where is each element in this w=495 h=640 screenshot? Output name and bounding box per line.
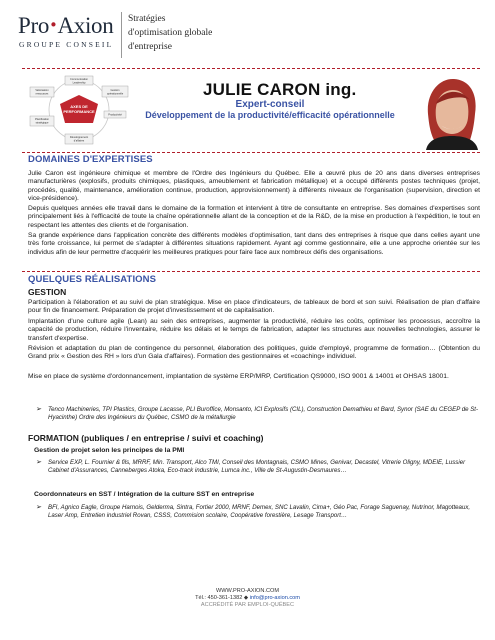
projet-clients-bullet [36, 459, 480, 474]
gestion-paragraph-2: Implantation d'une culture agile (Lean) au sein des entreprises, augmenter la productivité, réduire les coûts, optimiser les processus, accroître la capacité de production, réduire l'inventaire, réduire les délais et le temps de fabrication, adapter les structures aux nouvelles technologies, assurer le transfert d'expertise. [28, 318, 480, 342]
diagram-node-4b: d'affaires [73, 139, 85, 143]
bullet-arrow-icon: ➢ [36, 459, 42, 466]
footer-contact [0, 595, 495, 602]
profile-title: Expert-conseil [235, 99, 305, 110]
logo-axion-word: Axion [57, 13, 114, 38]
projet-clients-text: Service EXP, L. Fournier & fils, MRRF, Min. Transport, Alco TMI, Conseil des Montagnais, CSMO Mines, Genivar, Decastel, Vitrerie Oligny, MDEIE, Lussier Cabinet d'Assurances, Canneberges Atoka, Eco-track industrie, Lumca inc., Ville de St-Augustin-Desmaures… [48, 459, 466, 474]
logo-text-axion: ·Axion [49, 10, 114, 39]
section-divider-2 [22, 271, 480, 272]
bullet-arrow-icon: ➢ [36, 406, 42, 413]
diagram-node-5: Planification [35, 118, 49, 121]
projet-heading: Gestion de projet selon les principes de la PMI [34, 447, 185, 454]
sst-heading: Coordonnateurs en SST / Intégration de la culture SST en entreprise [34, 491, 255, 498]
tagline [128, 12, 212, 54]
gestion-paragraph-1: Participation à l'élaboration et au suivi de plan stratégique. Mise en place d'indicateurs, de tableaux de bord et son suivi. Réalisation de plan d'affaire pour fin de financement. Préparation de projet d'investissement et de capitalisation. [28, 299, 480, 315]
footer-accreditation: ACCRÉDITÉ PAR EMPLOI-QUÉBEC [200, 602, 295, 608]
diagram-node-2b: opérationnelle [106, 92, 124, 96]
diagram-node-2: Gestion [110, 89, 120, 92]
diagram-node-6: Valorisation [35, 89, 49, 92]
realisations-heading: QUELQUES RÉALISATIONS [28, 274, 157, 285]
diagram-node-1b: Leadership [72, 81, 86, 85]
logo-divider [121, 12, 122, 58]
bullet-arrow-icon: ➢ [36, 504, 42, 511]
footer-separator: ◆ [243, 595, 250, 601]
tagline-line-2: d'optimisation globale [128, 28, 213, 38]
logo-subtitle: GROUPE CONSEIL [19, 40, 114, 49]
diagram-center-label-2: PERFORMANCE [63, 109, 95, 114]
formation-heading: FORMATION (publiques / en entreprise / suivi et coaching) [28, 433, 264, 443]
diagram-node-4: Développement [69, 136, 89, 139]
tagline-line-3: d'entreprise [128, 42, 172, 52]
diagram-node-6b: ressources [35, 92, 49, 96]
footer-phone: Tél.: 450-361-1382 [195, 595, 243, 601]
footer-website: WWW.PRO-AXION.COM [215, 588, 280, 594]
sst-clients-text: BFI, Agnico Eagle, Groupe Harnois, Gelderma, Sintra, Fortier 2000, MRNF, Demex, SNC Lavalin, Cima+, Géo Pac, Forage Saguenay, Nutrinor, Magotteaux, Laser Amp, Entretien industriel Rovan, CSSS, Commision scolaire, Coopérative forestière, Lesage Transport… [48, 504, 471, 519]
expertises-paragraph-2: Depuis quelques années elle travail dans le domaine de la formation et intervient à titre de consultante en entreprise. Ses domaines d'expertises sont principalement liés à l'efficacité de toute la chaîne opérationnelle allant de la conception et de la R&D, de la mise en production à l'expédition, le tout en respectant les attentes des clients et de l'organisation. [28, 205, 480, 229]
expertises-heading: DOMAINES D'EXPERTISES [28, 154, 153, 165]
footer-email-link[interactable]: info@pro-axion.com [249, 595, 300, 601]
footer [0, 588, 495, 609]
diagram-center-label: AXES DE [70, 104, 88, 109]
gestion-paragraph-4: Mise en place de système d'ordonnancement, implantation de système ERP/MRP, Certification QS9000, ISO 9001 & 14001 et OHSAS 18001. [28, 373, 449, 380]
profile-subtitle: Développement de la productivité/efficacité opérationnelle [145, 110, 395, 120]
diagram-node-3: Productivité [108, 113, 122, 117]
diagram-node-5b: stratégique [35, 121, 49, 125]
section-divider-1 [22, 152, 480, 153]
gestion-heading: GESTION [28, 287, 67, 297]
tagline-line-1: Stratégies [128, 14, 166, 24]
gestion-clients-text: Tenco Machineries, TPI Plastics, Groupe Lacasse, PLI Buroffice, Monsanto, ICI Explosifs (CIL), Construction Demathieu et Bard, Synor (SAE du CEGEP de St-Hyacinthe) Ordre des Ingénieurs du Québec, CSMO de la métallurgie [48, 406, 479, 421]
gestion-clients-bullet [36, 406, 480, 421]
sst-clients-bullet [36, 504, 480, 519]
company-logo [18, 10, 128, 60]
portrait-image [420, 74, 482, 150]
profile-name: JULIE CARON ing. [203, 80, 357, 99]
expertises-paragraph-1: Julie Caron est ingénieure chimique et membre de l'Ordre des Ingénieurs du Québec. Elle a œuvré plus de 20 ans dans diverses entreprises manufacturières (explosifs, produits chimiques, plastiques, ameublement et fabrication métallique) et a occupé différents postes techniques (projet, procédés, qualité, maintenance, amélioration continue, production, approvisionnement) à différents niveaux de l'organisation (supervision, direction et vice-présidence). [28, 170, 480, 202]
gestion-paragraph-3: Révision et adaptation du plan de contingence du personnel, élaboration des politiques, guide d'employé, programme de formation… (Obtention du Grand prix « Gestion des RH » lors d'un Gala d'affaires). Formation des gestionnaires et «coaching» individuel. [28, 345, 480, 361]
diagram-node-1: Communication [69, 78, 89, 81]
logo-text-pro: Pro [18, 13, 50, 38]
header-divider [22, 68, 480, 69]
expertises-paragraph-3: Sa grande expérience dans l'application concrète des différents modèles d'optimisation, tant dans des entreprises à risque que dans celles ayant une très forte croissance, lui permet de s'adapter à différentes situations rapidement. Ayant agi comme gestionnaire, elle a une approche orientée sur les individus afin de leur permettre d'acquérir les meilleures pratiques pour faire face aux nombreux défis des organisations. [28, 232, 480, 256]
profile-photo [420, 74, 482, 150]
